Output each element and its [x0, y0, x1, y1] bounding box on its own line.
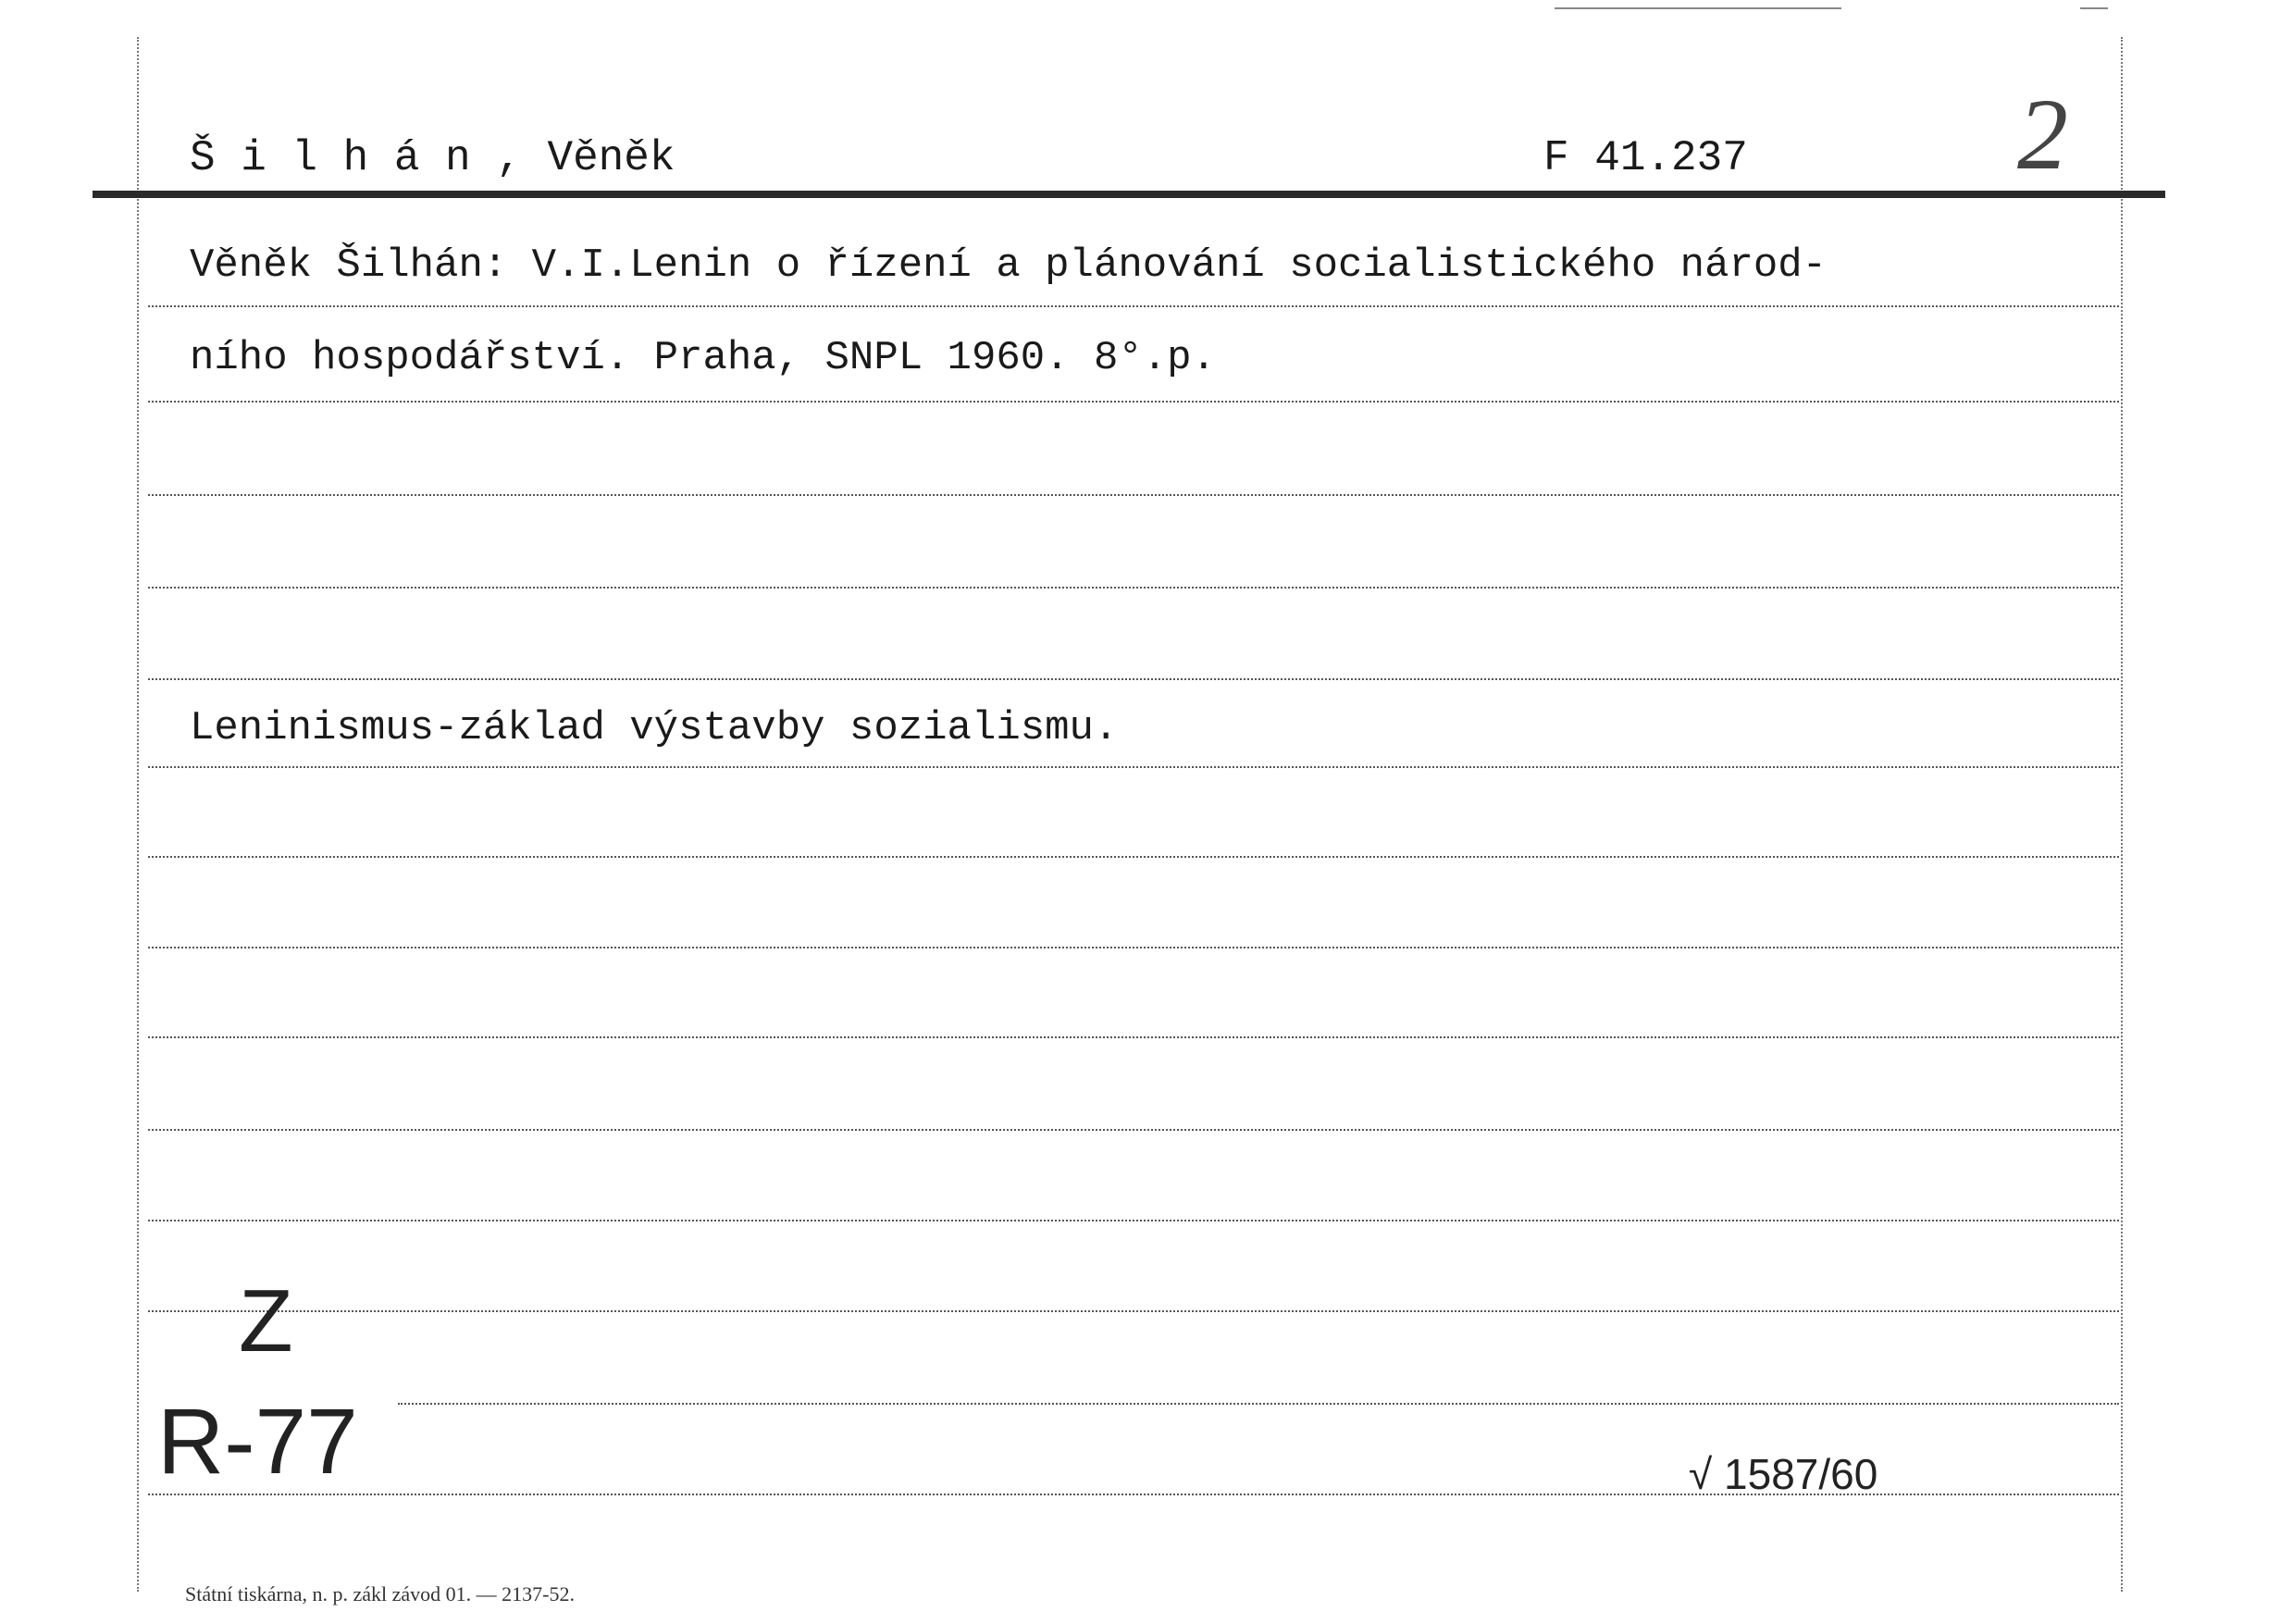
ruled-line	[148, 1036, 2119, 1038]
author-heading: Š i l h á n , Věněk	[190, 134, 675, 182]
ruled-line	[148, 678, 2119, 680]
left-margin-line	[137, 37, 139, 1592]
shelfmark: F 41.237	[1543, 134, 1748, 182]
top-edge-mark	[2080, 7, 2108, 9]
ruled-line	[148, 1310, 2119, 1312]
ruled-line	[148, 587, 2119, 589]
printer-imprint: Státní tiskárna, n. p. zákl závod 01. — 2137-52.	[185, 1582, 575, 1605]
ruled-line	[148, 856, 2119, 858]
entry-line-1: Věněk Šilhán: V.I.Lenin o řízení a plánování socialistického národ-	[190, 242, 1828, 289]
ruled-line	[148, 766, 2119, 768]
ruled-line	[148, 1129, 2119, 1131]
header-rule	[93, 191, 2165, 198]
accession-number: √ 1587/60	[1689, 1450, 1878, 1498]
subject-heading: Leninismus-základ výstavby sozialismu.	[190, 705, 1119, 751]
entry-line-2: ního hospodářství. Praha, SNPL 1960. 8°.p.	[190, 335, 1216, 381]
ruled-line	[148, 1220, 2119, 1221]
z-stamp: Z	[239, 1271, 293, 1370]
handwritten-number: 2	[2017, 78, 2068, 191]
ruled-line	[148, 401, 2119, 403]
top-edge-mark	[1555, 7, 1841, 9]
ruled-line	[398, 1403, 2119, 1405]
ruled-line	[148, 305, 2119, 307]
ruled-line	[148, 494, 2119, 496]
r77-stamp: R-77	[157, 1390, 358, 1494]
ruled-line	[148, 947, 2119, 948]
right-margin-line	[2121, 37, 2123, 1592]
